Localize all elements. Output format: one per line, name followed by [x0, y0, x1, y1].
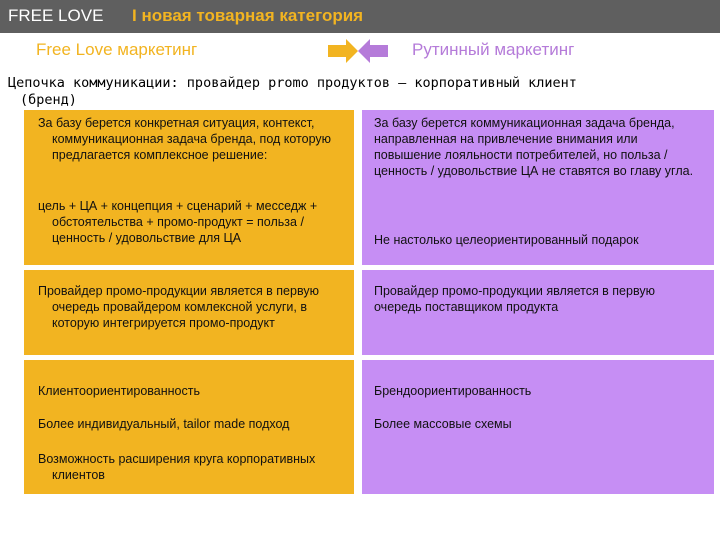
left-cell-3 — [36, 283, 341, 331]
right-cell-1-text: За базу берется коммуникационная задача бренда, направленная на привлечение внимания или повышение лояльности потребителей, но польза / ценность / удовольствие ЦА не ставятся во главу угла. — [374, 116, 694, 178]
left-cell-4-text: Клиентоориентированность — [38, 384, 200, 398]
left-cell-1-text: За базу берется конкретная ситуация, контекст, коммуникационная задача бренда, под которую предлагается комплексное решение: — [38, 116, 332, 162]
left-cell-6-text: Возможность расширения круга корпоративных клиентов — [38, 452, 316, 482]
right-cell-4 — [374, 383, 704, 399]
chain-line-1: Цепочка коммуникации: провайдер promo продуктов – корпоративный клиент — [8, 75, 577, 91]
right-column-title: Рутинный маркетинг — [412, 40, 575, 59]
right-cell-5-text: Более массовые схемы — [374, 417, 512, 431]
header-title-right: I новая товарная категория — [132, 6, 364, 25]
left-cell-4 — [36, 383, 341, 399]
left-cell-5-text: Более индивидуальный, tailor made подход — [38, 417, 290, 431]
header-title-left: FREE LOVE — [8, 6, 104, 25]
chain-line-2: (бренд) — [20, 92, 77, 108]
arrow-left-icon — [358, 39, 388, 63]
header-bar — [0, 0, 720, 33]
left-cell-2 — [36, 198, 341, 246]
left-cell-3-text: Провайдер промо-продукции является в первую очередь провайдером комлексной услуги, в которую интегрируется промо-продукт — [38, 284, 319, 330]
right-cell-3-text: Провайдер промо-продукции является в первую очередь поставщиком продукта — [374, 284, 655, 314]
comparison-arrows — [326, 36, 390, 66]
right-cell-5 — [374, 416, 704, 432]
right-cell-4-text: Брендоориентированность — [374, 384, 532, 398]
left-cell-1 — [36, 115, 341, 163]
right-cell-1 — [374, 115, 704, 179]
arrow-right-icon — [328, 39, 358, 63]
right-cell-2 — [374, 232, 704, 248]
left-cell-2-text: цель + ЦА + концепция + сценарий + месседж + обстоятельства + промо-продукт = польза / ценность / удовольствие для ЦА — [38, 199, 318, 245]
left-cell-6 — [36, 451, 341, 483]
communication-chain — [8, 75, 708, 109]
left-column-title: Free Love маркетинг — [36, 40, 198, 59]
right-cell-2-text: Не настолько целеориентированный подарок — [374, 233, 639, 247]
right-cell-3 — [374, 283, 674, 315]
left-cell-5 — [36, 416, 346, 432]
